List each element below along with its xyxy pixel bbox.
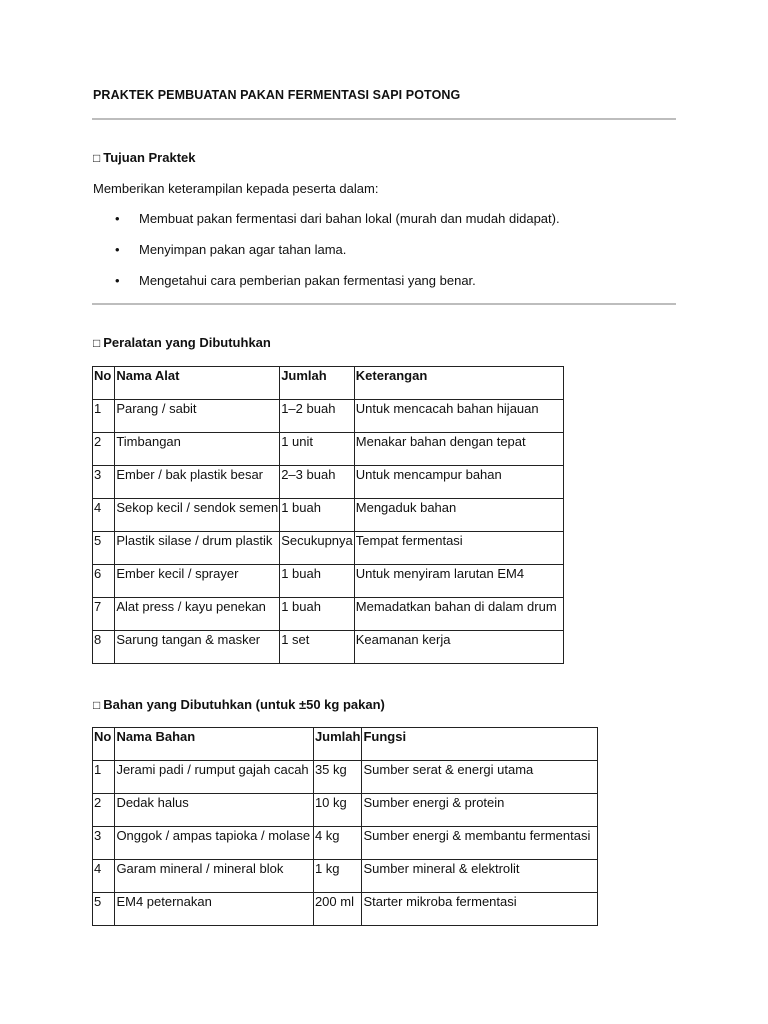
table-cell: Jerami padi / rumput gajah cacah	[115, 761, 314, 794]
table-cell: Untuk mencacah bahan hijauan	[354, 400, 563, 433]
table-cell: Timbangan	[115, 433, 280, 466]
materials-table	[92, 727, 598, 926]
table-row	[93, 860, 598, 893]
table-cell: 6	[93, 565, 115, 598]
equipment-table	[92, 366, 564, 664]
table-row	[93, 761, 598, 794]
list-item	[93, 241, 560, 272]
objectives-list	[93, 210, 560, 303]
table-header-row	[93, 728, 598, 761]
table-cell: 1	[93, 761, 115, 794]
table-cell: 8	[93, 631, 115, 664]
table-header-row	[93, 367, 564, 400]
table-row	[93, 466, 564, 499]
table-cell: Starter mikroba fermentasi	[362, 893, 598, 926]
table-cell: Tempat fermentasi	[354, 532, 563, 565]
table-row	[93, 565, 564, 598]
table-row	[93, 433, 564, 466]
table-cell: 5	[93, 532, 115, 565]
table-cell: 1 buah	[280, 565, 355, 598]
section-heading-peralatan	[93, 335, 271, 350]
table-row	[93, 400, 564, 433]
section-heading-text: Bahan yang Dibutuhkan (untuk ±50 kg pakan)	[103, 697, 385, 712]
table-cell: Plastik silase / drum plastik	[115, 532, 280, 565]
placeholder-glyph-icon: □	[93, 336, 101, 350]
table-cell: 1–2 buah	[280, 400, 355, 433]
column-header: Nama Bahan	[115, 728, 314, 761]
column-header: Jumlah	[280, 367, 355, 400]
column-header: Jumlah	[313, 728, 362, 761]
table-cell: 2	[93, 794, 115, 827]
list-item-text: Membuat pakan fermentasi dari bahan lokal (murah dan mudah didapat).	[139, 211, 560, 226]
table-cell: 10 kg	[313, 794, 362, 827]
section-heading-bahan	[93, 697, 385, 712]
table-cell: 1 unit	[280, 433, 355, 466]
table-cell: Onggok / ampas tapioka / molase	[115, 827, 314, 860]
column-header: Keterangan	[354, 367, 563, 400]
list-item	[93, 272, 560, 303]
column-header: Fungsi	[362, 728, 598, 761]
table-row	[93, 499, 564, 532]
table-cell: Sumber mineral & elektrolit	[362, 860, 598, 893]
table-cell: 200 ml	[313, 893, 362, 926]
column-header: No	[93, 367, 115, 400]
list-item-text: Mengetahui cara pemberian pakan fermentasi yang benar.	[139, 273, 476, 288]
table-cell: 3	[93, 827, 115, 860]
list-item	[93, 210, 560, 241]
section-heading-tujuan	[93, 150, 195, 165]
table-cell: 1 kg	[313, 860, 362, 893]
horizontal-rule	[92, 118, 676, 120]
table-cell: Sumber energi & protein	[362, 794, 598, 827]
section-heading-text: Peralatan yang Dibutuhkan	[103, 335, 271, 350]
table-cell: 2	[93, 433, 115, 466]
list-item-text: Menyimpan pakan agar tahan lama.	[139, 242, 347, 257]
bullet-icon: •	[115, 211, 120, 226]
table-row	[93, 827, 598, 860]
table-cell: Sarung tangan & masker	[115, 631, 280, 664]
table-cell: 7	[93, 598, 115, 631]
bullet-icon: •	[115, 242, 120, 257]
table-cell: 5	[93, 893, 115, 926]
table-cell: 1 buah	[280, 598, 355, 631]
table-cell: Menakar bahan dengan tepat	[354, 433, 563, 466]
table-cell: 4	[93, 860, 115, 893]
table-row	[93, 532, 564, 565]
table-row	[93, 794, 598, 827]
table-cell: Sumber energi & membantu fermentasi	[362, 827, 598, 860]
table-cell: Dedak halus	[115, 794, 314, 827]
horizontal-rule	[92, 303, 676, 305]
table-cell: Untuk menyiram larutan EM4	[354, 565, 563, 598]
table-cell: 2–3 buah	[280, 466, 355, 499]
table-cell: Parang / sabit	[115, 400, 280, 433]
table-row	[93, 631, 564, 664]
table-cell: 3	[93, 466, 115, 499]
column-header: Nama Alat	[115, 367, 280, 400]
table-cell: EM4 peternakan	[115, 893, 314, 926]
table-cell: Ember kecil / sprayer	[115, 565, 280, 598]
table-cell: 4 kg	[313, 827, 362, 860]
table-cell: Sumber serat & energi utama	[362, 761, 598, 794]
document-title: PRAKTEK PEMBUATAN PAKAN FERMENTASI SAPI POTONG	[93, 88, 461, 102]
placeholder-glyph-icon: □	[93, 698, 101, 712]
table-cell: 1 buah	[280, 499, 355, 532]
table-cell: 35 kg	[313, 761, 362, 794]
placeholder-glyph-icon: □	[93, 151, 101, 165]
table-cell: 4	[93, 499, 115, 532]
table-row	[93, 893, 598, 926]
intro-paragraph: Memberikan keterampilan kepada peserta dalam:	[93, 181, 379, 196]
bullet-icon: •	[115, 273, 120, 288]
table-cell: Mengaduk bahan	[354, 499, 563, 532]
table-cell: Sekop kecil / sendok semen	[115, 499, 280, 532]
table-row	[93, 598, 564, 631]
column-header: No	[93, 728, 115, 761]
table-cell: Garam mineral / mineral blok	[115, 860, 314, 893]
table-cell: 1 set	[280, 631, 355, 664]
table-cell: 1	[93, 400, 115, 433]
table-cell: Secukupnya	[280, 532, 355, 565]
table-cell: Ember / bak plastik besar	[115, 466, 280, 499]
table-cell: Keamanan kerja	[354, 631, 563, 664]
table-cell: Memadatkan bahan di dalam drum	[354, 598, 563, 631]
table-cell: Alat press / kayu penekan	[115, 598, 280, 631]
section-heading-text: Tujuan Praktek	[103, 150, 196, 165]
table-cell: Untuk mencampur bahan	[354, 466, 563, 499]
